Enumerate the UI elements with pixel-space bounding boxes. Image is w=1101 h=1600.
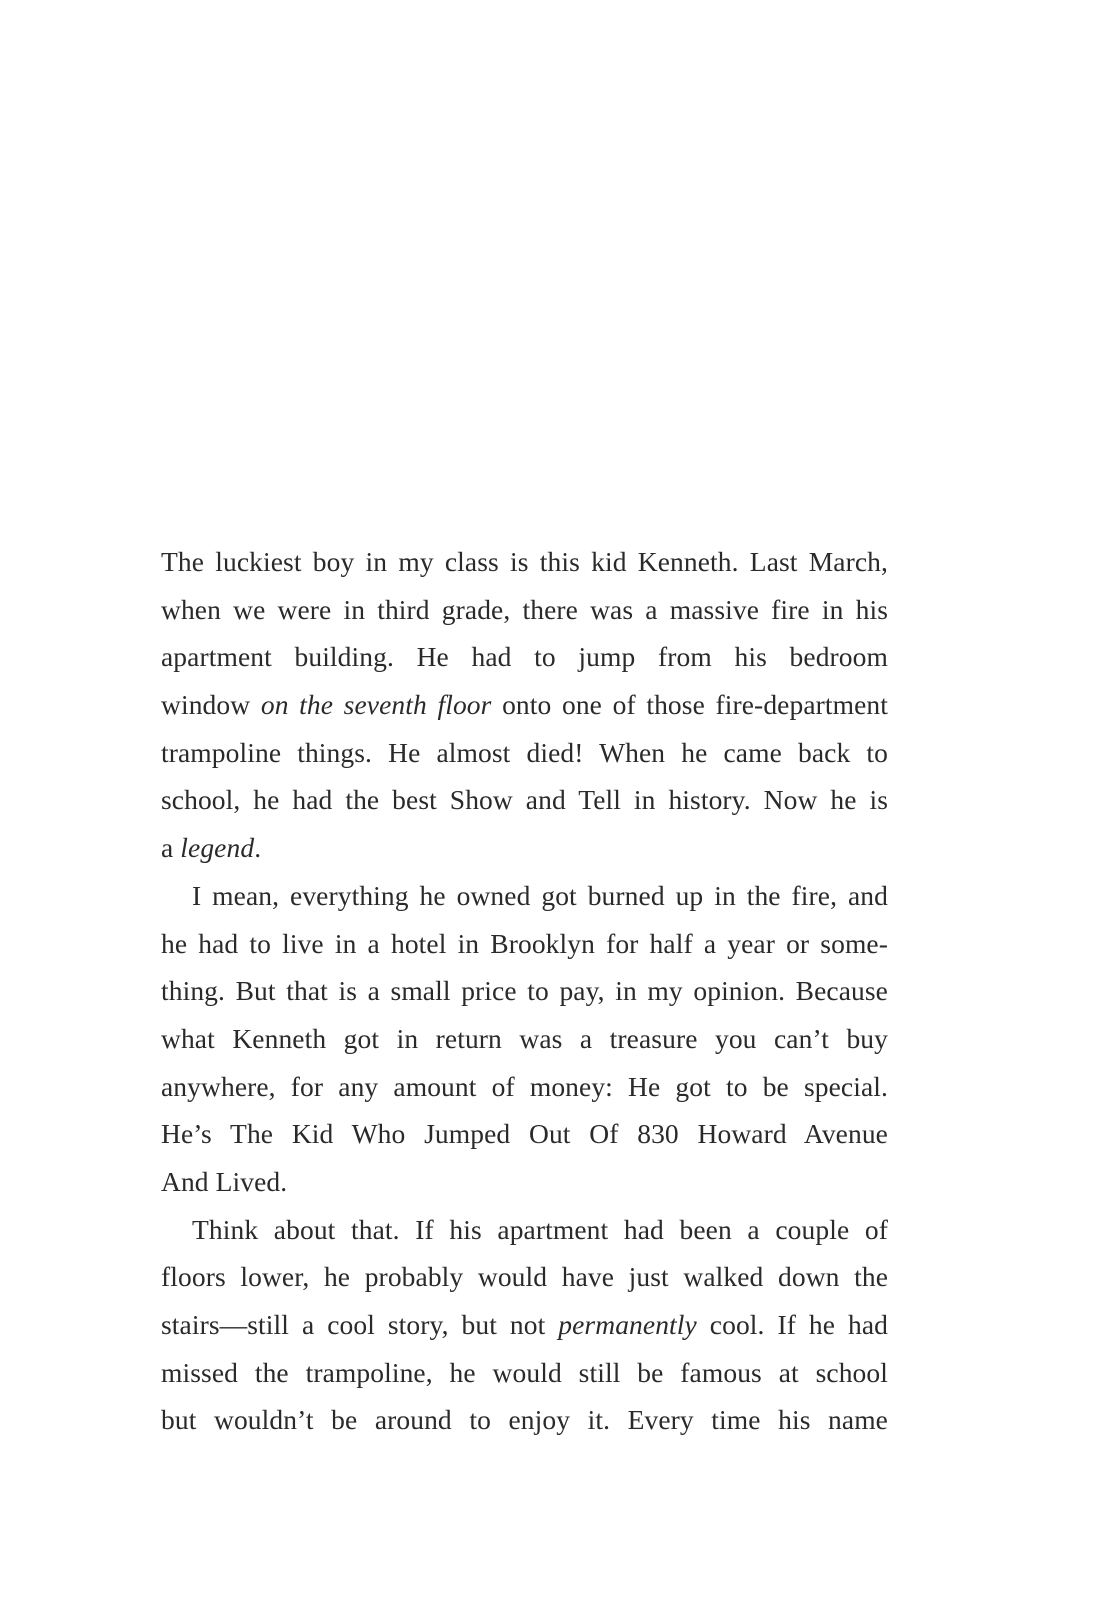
text-line — [161, 1301, 888, 1349]
text-line — [161, 538, 888, 586]
text-line — [161, 1206, 888, 1254]
text-line — [161, 967, 888, 1015]
italic-text: permanently — [558, 1309, 697, 1340]
text-line — [161, 1396, 888, 1444]
text-run: school, he had the best Show and Tell in history. Now he is — [161, 784, 888, 816]
text-line — [161, 1015, 888, 1063]
text-run: cool. If he had — [696, 1309, 888, 1340]
paragraph — [161, 872, 888, 1206]
text-line — [161, 1349, 888, 1397]
text-line — [161, 633, 888, 681]
text-run: apartment building. He had to jump from his bedroom — [161, 641, 888, 673]
text-run: what Kenneth got in return was a treasure you can’t buy — [161, 1022, 888, 1054]
text-run: The luckiest boy in my class is this kid Kenneth. Last March, — [161, 546, 888, 577]
text-run: missed the trampoline, he would still be famous at school — [161, 1356, 888, 1388]
text-run: floors lower, he probably would have just walked down the — [161, 1261, 888, 1293]
text-line — [161, 920, 888, 968]
text-run: but wouldn’t be around to enjoy it. Every time his name — [161, 1404, 888, 1436]
text-run: I mean, everything he owned got burned up in the fire, and — [192, 879, 888, 911]
text-run: thing. But that is a small price to pay, in my opinion. Because — [161, 975, 888, 1007]
text-line — [161, 1253, 888, 1301]
text-line — [161, 1110, 888, 1158]
text-run: stairs—still a cool story, but not — [161, 1309, 559, 1340]
text-line — [161, 586, 888, 634]
text-line — [161, 1158, 888, 1206]
text-line — [161, 776, 888, 824]
paragraph — [161, 1206, 888, 1444]
text-line — [161, 824, 888, 872]
text-run: he had to live in a hotel in Brooklyn for half a year or some- — [161, 927, 888, 959]
text-run: Think about that. If his apartment had been a couple of — [192, 1213, 888, 1245]
text-run: trampoline things. He almost died! When he came back to — [161, 736, 888, 768]
text-run: window — [161, 689, 261, 721]
body-text — [161, 538, 888, 1444]
text-line — [161, 872, 888, 920]
text-run: when we were in third grade, there was a massive fire in his — [161, 593, 888, 625]
text-run: . — [254, 832, 262, 864]
paragraph — [161, 538, 888, 872]
text-line — [161, 681, 888, 729]
text-run: a — [161, 832, 181, 864]
italic-text: legend — [180, 832, 255, 864]
italic-text: on the seventh floor — [260, 689, 492, 721]
text-line — [161, 1063, 888, 1111]
text-run: And Lived. — [161, 1165, 288, 1197]
text-run: anywhere, for any amount of money: He got to be special. — [161, 1070, 888, 1102]
text-run: onto one of those fire-department — [491, 689, 888, 721]
text-run: He’s The Kid Who Jumped Out Of 830 Howard Avenue — [161, 1118, 888, 1150]
text-line — [161, 729, 888, 777]
